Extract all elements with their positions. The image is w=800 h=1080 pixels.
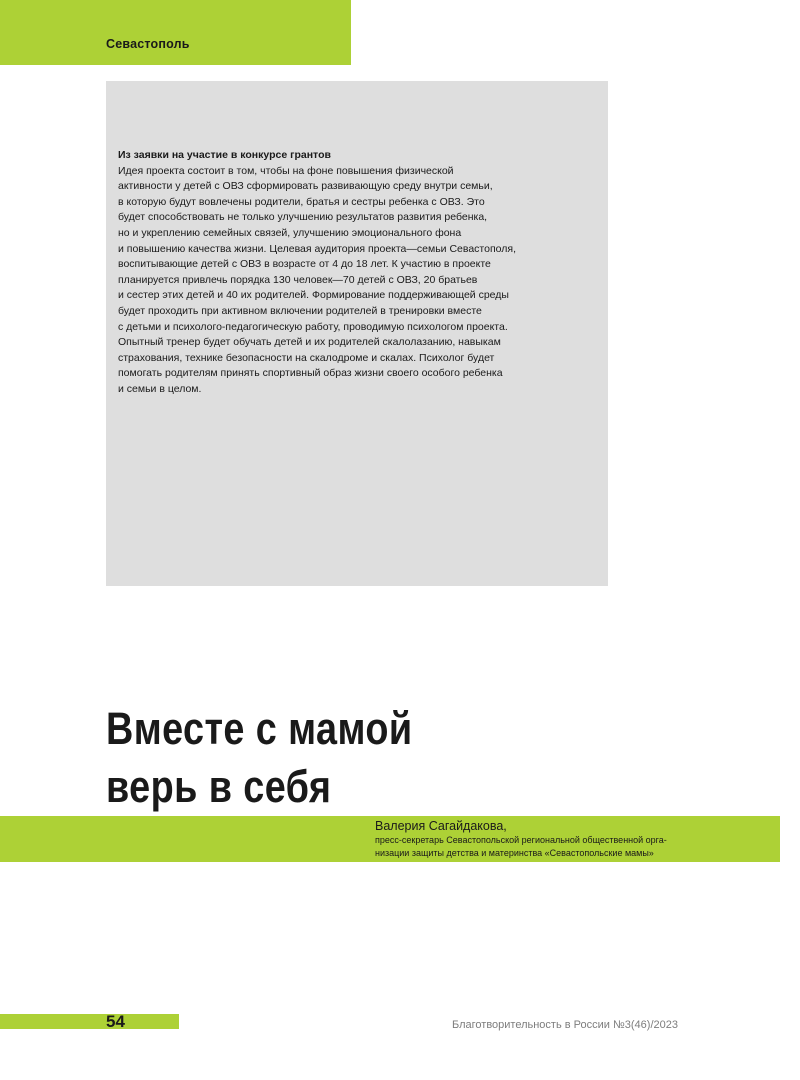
excerpt-line: воспитывающие детей с ОВЗ в возрасте от 4 до 18 лет. К участию в проекте bbox=[118, 258, 491, 271]
excerpt-line: Идея проекта состоит в том, чтобы на фоне повышения физической bbox=[118, 164, 454, 177]
article-title bbox=[106, 700, 413, 816]
header-bar bbox=[0, 0, 351, 65]
author-name: Валерия Сагайдакова, bbox=[375, 819, 507, 833]
title-line-2: верь в себя bbox=[106, 761, 332, 812]
excerpt-line: планируется привлечь порядка 130 человек—70 детей с ОВЗ, 20 братьев bbox=[118, 273, 478, 286]
grant-excerpt bbox=[118, 148, 538, 398]
title-line-1: Вместе с мамой bbox=[106, 703, 413, 754]
excerpt-line: и сестер этих детей и 40 их родителей. Формирование поддерживающей среды bbox=[118, 289, 509, 302]
excerpt-line: с детьми и психолого-педагогическую работу, проводимую психологом проекта. bbox=[118, 320, 508, 333]
excerpt-line: Опытный тренер будет обучать детей и их родителей скалолазанию, навыкам bbox=[118, 336, 501, 349]
excerpt-line: активности у детей с ОВЗ сформировать развивающую среду внутри семьи, bbox=[118, 180, 493, 193]
excerpt-line: в которую будут вовлечены родители, братья и сестры ребенка с ОВЗ. Это bbox=[118, 195, 485, 208]
excerpt-line: страхования, технике безопасности на скалодроме и скалах. Психолог будет bbox=[118, 351, 495, 364]
excerpt-lead: Из заявки на участие в конкурсе грантов bbox=[118, 149, 331, 161]
journal-issue: Благотворительность в России №3(46)/2023 bbox=[452, 1019, 678, 1031]
excerpt-line: и семьи в целом. bbox=[118, 382, 202, 395]
excerpt-line: но и укреплению семейных связей, улучшению эмоционального фона bbox=[118, 226, 462, 239]
excerpt-line: и повышению качества жизни. Целевая аудитория проекта—семьи Севастополя, bbox=[118, 242, 516, 255]
page-number: 54 bbox=[106, 1012, 125, 1031]
excerpt-line: будет способствовать не только улучшению результатов развития ребенка, bbox=[118, 211, 488, 224]
region-label: Севастополь bbox=[106, 37, 190, 51]
excerpt-line: помогать родителям принять спортивный образ жизни своего особого ребенка bbox=[118, 367, 503, 380]
author-block bbox=[375, 818, 775, 859]
author-role-line-1: пресс-секретарь Севастопольской региональной общественной орга- bbox=[375, 835, 667, 845]
excerpt-line: будет проходить при активном включении родителей в тренировки вместе bbox=[118, 304, 482, 317]
footer-bar bbox=[0, 1014, 179, 1029]
author-role-line-2: низации защиты детства и материнства «Севастопольские мамы» bbox=[375, 847, 654, 858]
